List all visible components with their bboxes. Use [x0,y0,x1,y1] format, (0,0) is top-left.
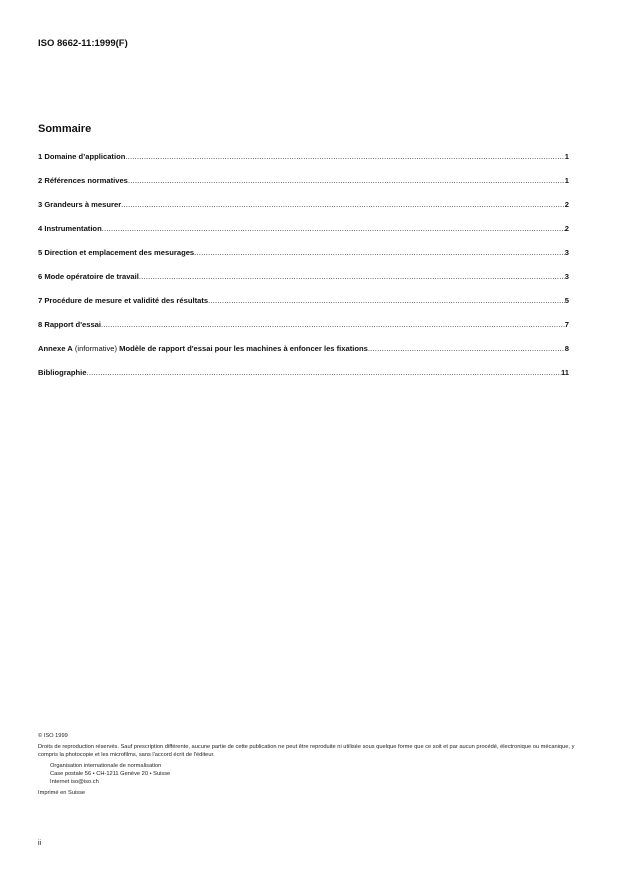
toc-entry-annex[interactable]: Annexe A (informative) Modèle de rapport d'essai pour les machines à enfoncer les fixations ..... 8 [38,344,569,368]
leader [121,200,565,209]
toc-entry[interactable]: 5 Direction et emplacement des mesurages ..... 3 [38,248,569,272]
toc-entry[interactable]: 8 Rapport d'essai ..... 7 [38,320,569,344]
organisation: Organisation internationale de normalisation [50,763,162,769]
page-title: Sommaire [38,123,92,135]
page-number: ii [38,840,42,847]
internet-contact: Internet iso@iso.ch [50,779,99,785]
leader [208,296,565,305]
leader [128,176,565,185]
leader [139,272,565,281]
document-id: ISO 8662-11:1999(F) [38,38,128,49]
toc-entry[interactable]: Bibliographie ..... 11 [38,368,569,392]
copyright-notice [38,732,583,797]
leader [368,344,565,353]
toc-entry[interactable]: 1 Domaine d’application ..... 1 [38,152,569,176]
leader [101,320,565,329]
leader [125,152,564,161]
table-of-contents [38,152,569,392]
leader [102,224,565,233]
address: Case postale 56 • CH-1211 Genève 20 • Suisse [50,771,171,777]
rights-text: Droits de reproduction réservés. Sauf prescription différente, aucune partie de cette publication ne peut être reproduite ni utilisée sous quelque forme que ce soit et par aucun procédé, électronique ou mécanique, y compris la photocopie et les microfilms, sans l'accord écrit de l'éditeur. [38,744,575,758]
toc-entry[interactable]: 3 Grandeurs à mesurer ..... 2 [38,200,569,224]
toc-entry[interactable]: 4 Instrumentation ..... 2 [38,224,569,248]
toc-entry[interactable]: 2 Références normatives ..... 1 [38,176,569,200]
copyright-line: © ISO 1999 [38,733,68,739]
printed-in: Imprimé en Suisse [38,790,86,796]
leader [194,248,565,257]
leader [87,368,561,377]
toc-entry[interactable]: 6 Mode opératoire de travail ..... 3 [38,272,569,296]
toc-entry[interactable]: 7 Procédure de mesure et validité des résultats ..... 5 [38,296,569,320]
